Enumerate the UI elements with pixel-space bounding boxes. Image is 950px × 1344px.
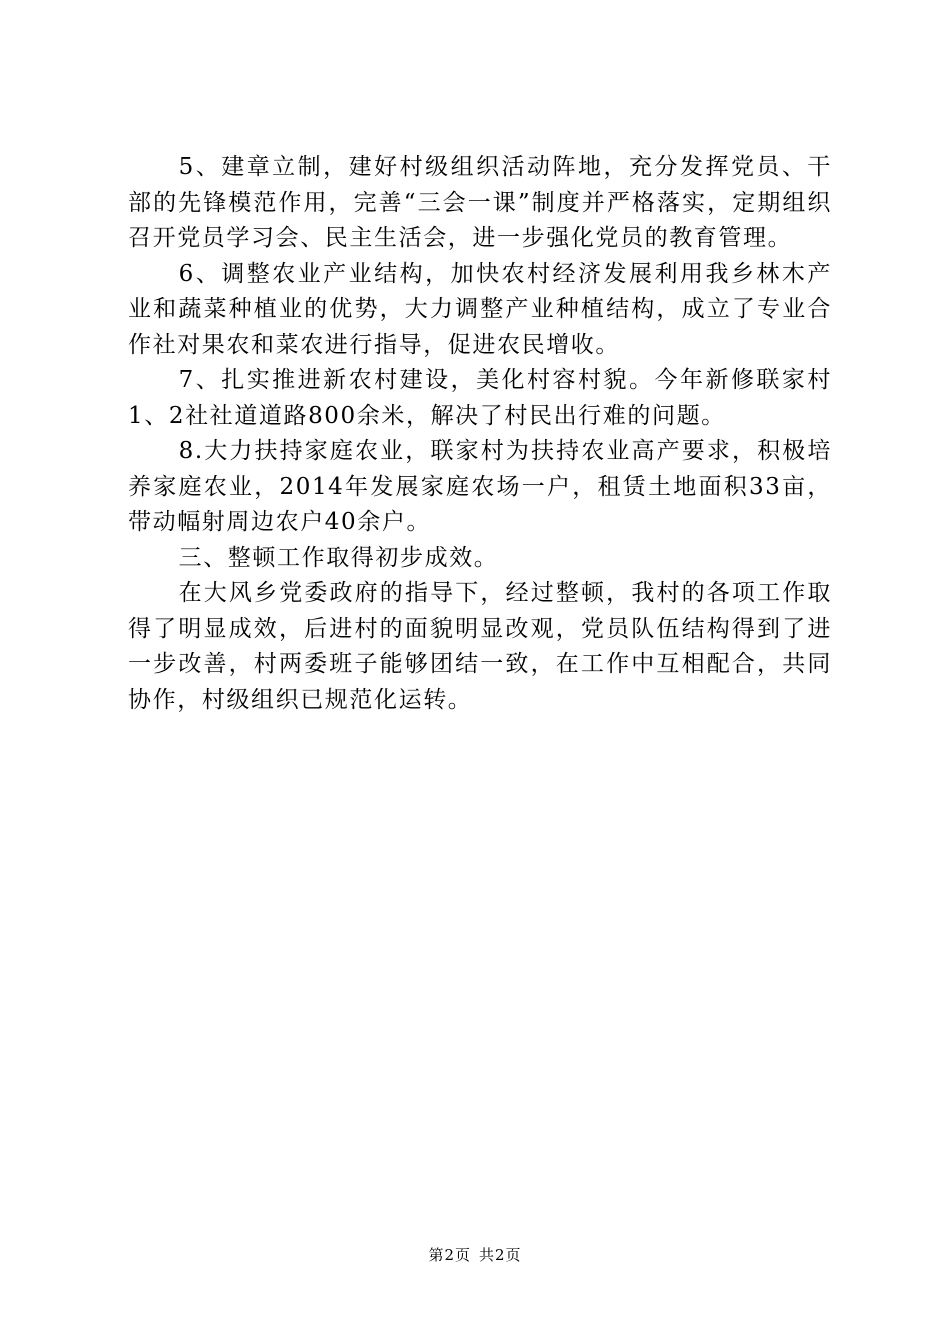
paragraph-item-6: 6、调整农业产业结构，加快农村经济发展利用我乡林木产业和蔬菜种植业的优势，大力调整产业种植结构，成立了专业合作社对果农和菜农进行指导，促进农民增收。 <box>128 260 832 358</box>
paragraph-item-7: 7、扎实推进新农村建设，美化村容村貌。今年新修联家村1、2社社道道路800余米，解决了村民出行难的问题。 <box>128 367 832 429</box>
paragraph-summary: 在大风乡党委政府的指导下，经过整顿，我村的各项工作取得了明显成效，后进村的面貌明显改观，党员队伍结构得到了进一步改善，村两委班子能够团结一致，在工作中互相配合，共同协作，村级组织已规范化运转。 <box>128 580 832 713</box>
document-body <box>128 150 832 718</box>
page-footer <box>0 1244 950 1265</box>
page-number: 第2页 <box>428 1246 471 1264</box>
section-heading: 三、整顿工作取得初步成效。 <box>178 544 499 571</box>
paragraph-item-8: 8.大力扶持家庭农业，联家村为扶持农业高产要求，积极培养家庭农业，2014年发展家庭农场一户，租赁土地面积33亩，带动幅射周边农户40余户。 <box>128 438 832 535</box>
paragraph-item-5: 5、建章立制，建好村级组织活动阵地，充分发挥党员、干部的先锋模范作用，完善“三会一课”制度并严格落实，定期组织召开党员学习会、民主生活会，进一步强化党员的教育管理。 <box>128 154 832 251</box>
page-total: 共2页 <box>479 1246 522 1264</box>
